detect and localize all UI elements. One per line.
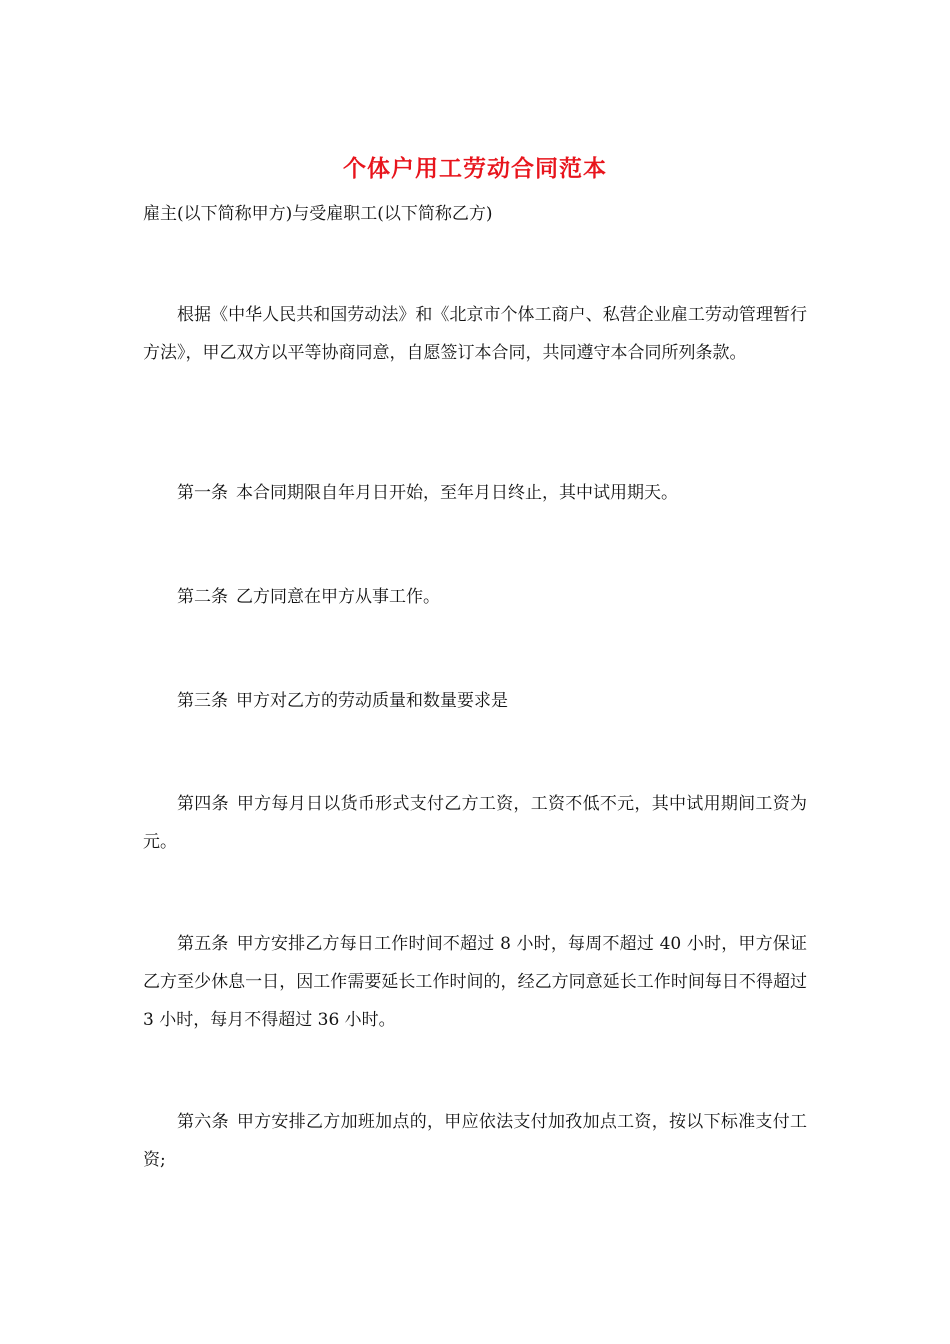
document-title: 个体户用工劳动合同范本 (343, 155, 607, 182)
parties-line: 雇主(以下简称甲方)与受雇职工(以下简称乙方) (143, 204, 493, 224)
article-1 (143, 474, 807, 512)
preamble-paragraph: 根据《中华人民共和国劳动法》和《北京市个体工商户、私营企业雇工劳动管理暂行方法》，甲乙双方以平等协商同意，自愿签订本合同，共同遵守本合同所列条款。 (143, 305, 807, 363)
article-text: 甲方每月日以货币形式支付乙方工资，工资不低不元，其中试用期间工资为元。 (143, 794, 808, 852)
article-6 (143, 1103, 807, 1179)
article-text: 本合同期限自年月日开始，至年月日终止，其中试用期天。 (236, 483, 678, 503)
article-number: 第三条 (177, 691, 228, 711)
article-number: 第一条 (177, 483, 228, 503)
article-number: 第二条 (177, 587, 228, 607)
article-4 (143, 785, 807, 861)
article-3 (143, 682, 807, 720)
article-text: 甲方安排乙方加班加点的，甲应依法支付加孜加点工资，按以下标准支付工资; (143, 1112, 808, 1170)
article-5 (143, 925, 807, 1039)
article-text: 甲方对乙方的劳动质量和数量要求是 (236, 691, 508, 711)
article-text: 乙方同意在甲方从事工作。 (236, 587, 440, 607)
article-number: 第六条 (177, 1112, 229, 1132)
article-number: 第五条 (177, 934, 229, 954)
article-2 (143, 578, 807, 616)
article-text: 甲方安排乙方每日工作时间不超过 8 小时，每周不超过 40 小时，甲方保证乙方至少休息一日，因工作需要延长工作时间的，经乙方同意延长工作时间每日不得超过 3 小时，每月不得超过 36 小时。 (143, 934, 807, 1030)
article-number: 第四条 (177, 794, 229, 814)
